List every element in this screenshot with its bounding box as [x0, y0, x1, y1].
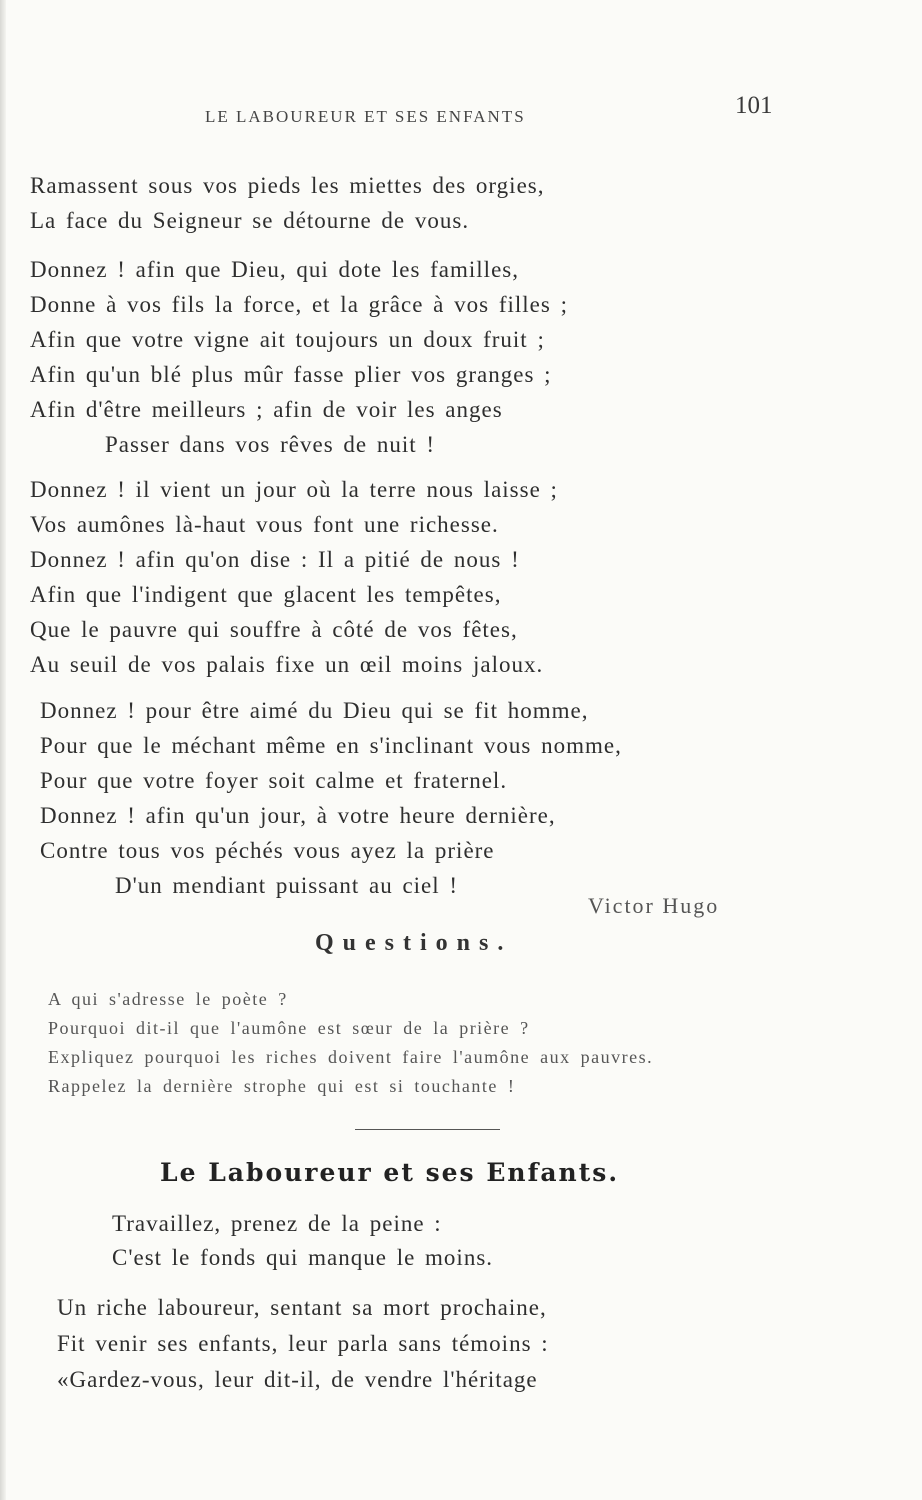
verse-line: Donnez ! afin que Dieu, qui dote les familles, [30, 257, 519, 282]
fable-epigraph [112, 1207, 493, 1275]
verse-line: Afin que l'indigent que glacent les tempêtes, [30, 582, 502, 607]
fable-text [57, 1290, 549, 1398]
verse-line: Un riche laboureur, sentant sa mort prochaine, [57, 1295, 547, 1320]
verse-line: Passer dans vos rêves de nuit ! [105, 432, 436, 457]
verse-line: Pour que votre foyer soit calme et fraternel. [40, 768, 508, 793]
verse-line: D'un mendiant puissant au ciel ! [115, 873, 459, 898]
section-divider [355, 1129, 500, 1130]
verse-line: Donne à vos fils la force, et la grâce à vos filles ; [30, 292, 568, 317]
verse-line: Vos aumônes là-haut vous font une richesse. [30, 512, 499, 537]
page-edge [0, 0, 6, 1500]
verse-line: Donnez ! afin qu'un jour, à votre heure dernière, [40, 803, 556, 828]
verse-line: «Gardez-vous, leur dit-il, de vendre l'héritage [57, 1367, 538, 1392]
question-item: Pourquoi dit-il que l'aumône est sœur de la prière ? [48, 1018, 530, 1038]
poem-stanza-3 [30, 472, 890, 682]
verse-line: Contre tous vos péchés vous ayez la prière [40, 838, 495, 863]
verse-line: Afin d'être meilleurs ; afin de voir les anges [30, 397, 503, 422]
poem-author: Victor Hugo [588, 893, 720, 918]
verse-line: Fit venir ses enfants, leur parla sans témoins : [57, 1331, 549, 1356]
questions-list [48, 985, 653, 1101]
verse-line: Au seuil de vos palais fixe un œil moins jaloux. [30, 652, 544, 677]
verse-line: Pour que le méchant même en s'inclinant vous nomme, [40, 733, 622, 758]
verse-line: Afin qu'un blé plus mûr fasse plier vos granges ; [30, 362, 552, 387]
verse-line: Donnez ! afin qu'on dise : Il a pitié de nous ! [30, 547, 520, 572]
poem-stanza-4 [40, 693, 900, 903]
verse-line: Donnez ! pour être aimé du Dieu qui se fit homme, [40, 698, 589, 723]
verse-line: Donnez ! il vient un jour où la terre nous laisse ; [30, 477, 558, 502]
verse-line: Ramassent sous vos pieds les miettes des orgies, [30, 173, 545, 198]
verse-line: Que le pauvre qui souffre à côté de vos fêtes, [30, 617, 518, 642]
verse-line: Travaillez, prenez de la peine : [112, 1211, 442, 1236]
poem-stanza-1 [30, 168, 890, 238]
question-item: Expliquez pourquoi les riches doivent faire l'aumône aux pauvres. [48, 1047, 654, 1067]
verse-line: C'est le fonds qui manque le moins. [112, 1245, 494, 1270]
verse-line: La face du Seigneur se détourne de vous. [30, 208, 470, 233]
question-item: Rappelez la dernière strophe qui est si touchante ! [48, 1076, 516, 1096]
fable-title: Le Laboureur et ses Enfants. [160, 1158, 620, 1187]
questions-heading: Questions. [315, 930, 513, 956]
poem-stanza-2 [30, 252, 890, 462]
verse-line: Afin que votre vigne ait toujours un doux fruit ; [30, 327, 545, 352]
page-number: 101 [735, 92, 773, 119]
question-item: A qui s'adresse le poète ? [48, 989, 288, 1009]
running-title: LE LABOUREUR ET SES ENFANTS [205, 107, 526, 126]
